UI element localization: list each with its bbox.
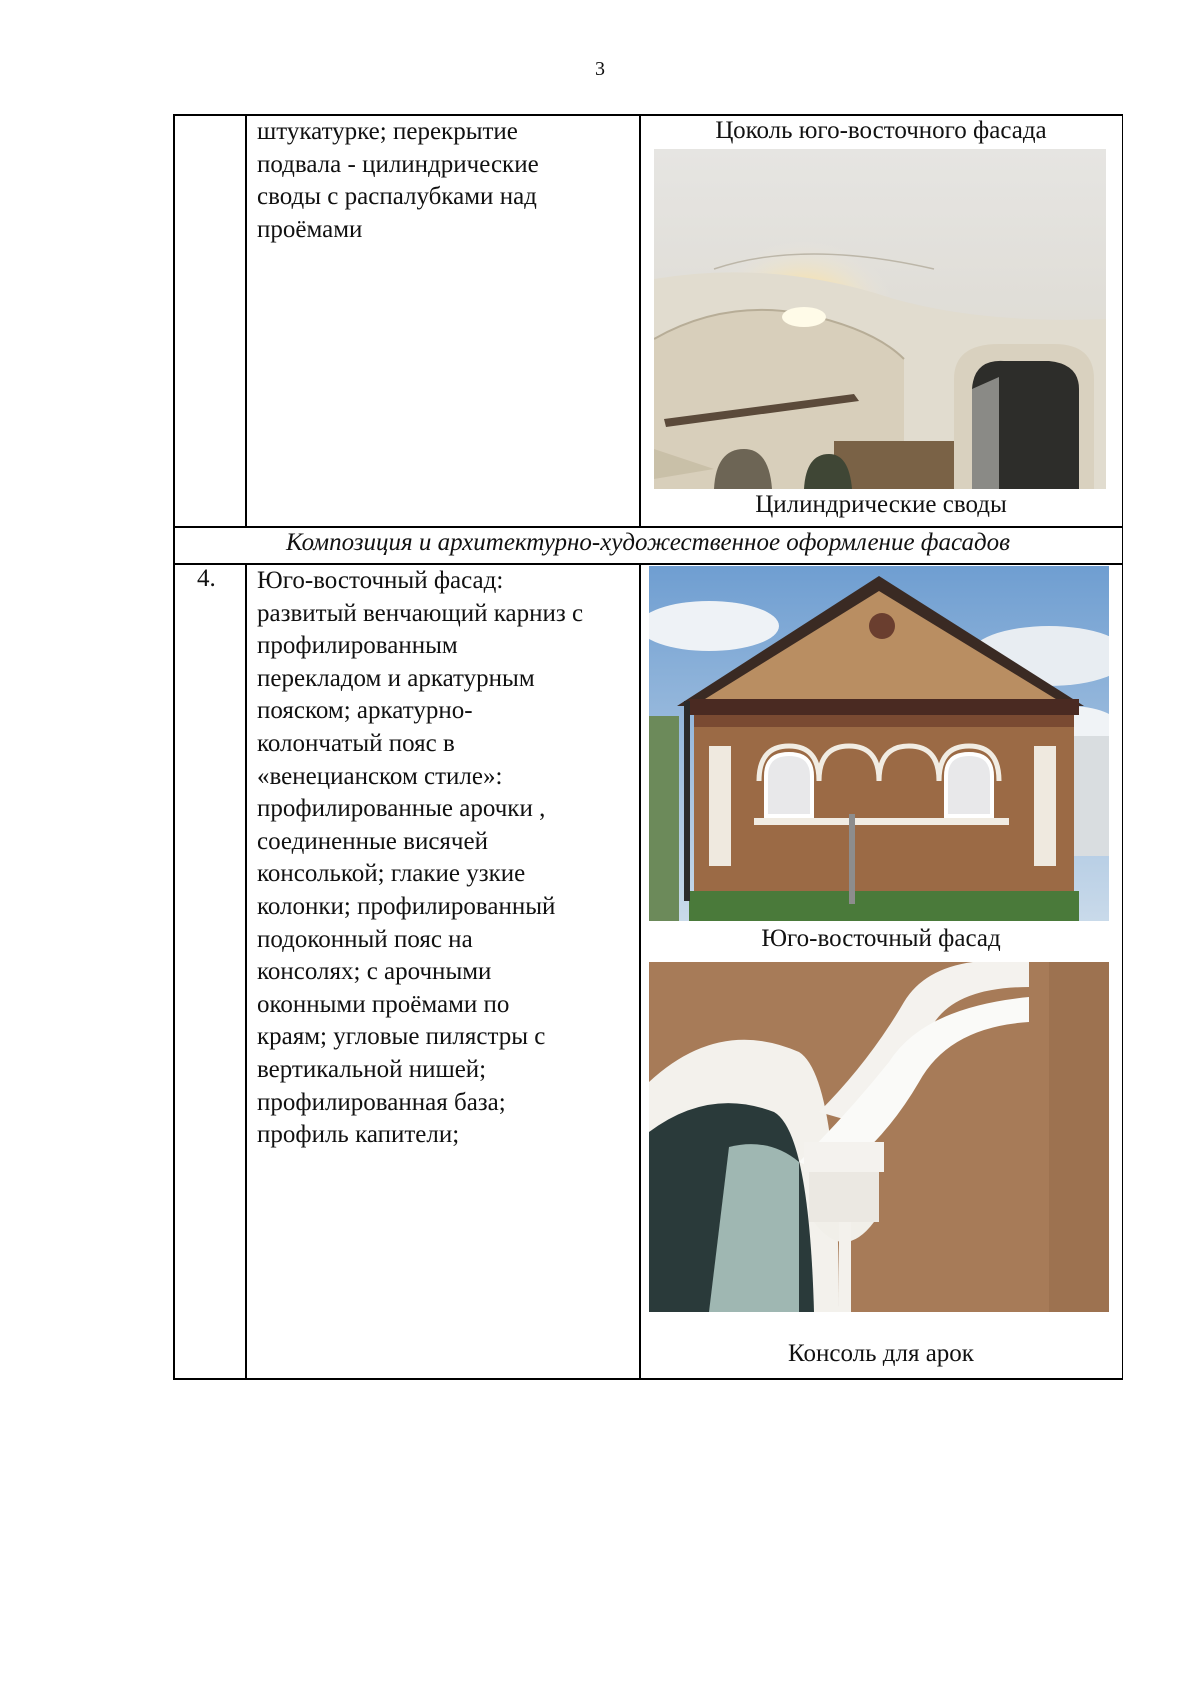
facade-photo [649,566,1109,921]
caption-plinth: Цоколь юго-восточного фасада [715,117,1047,144]
vault-photo [654,149,1106,489]
table-border-bottom [173,1378,1123,1380]
row-number: 4. [197,565,216,592]
section-heading: Композиция и архитектурно-художественное оформление фасадов [285,529,1010,556]
column-divider [639,563,641,1379]
table-border-right [1122,114,1124,1379]
column-divider [245,114,247,526]
console-photo [649,962,1109,1312]
caption-console: Консоль для арок [788,1340,974,1367]
row-continuation-description: штукатурке; перекрытие подвала - цилиндрические своды с распалубками над проёмами [257,118,539,243]
caption-facade: Юго-восточный фасад [761,925,1001,952]
table-border-left [173,114,175,1379]
page-number: 3 [595,58,605,80]
row-divider [173,526,1123,528]
column-divider [639,114,641,526]
caption-vaults: Цилиндрические своды [755,491,1007,518]
column-divider [245,563,247,1379]
row-4-description: Юго-восточный фасад: развитый венчающий карниз с профилированным перекладом и аркатурным пояском; аркатурно- колончатый пояс в «венецианском стиле»: профилированные арочки , соединенные висячей консолькой; глакие узкие колонки; профилированный подоконный пояс на консолях; с арочными оконными проёмами по краям; угловые пилястры с вертикальной нишей; профилированная база; профиль капители; [257,567,584,1149]
document-table [173,114,1123,1379]
